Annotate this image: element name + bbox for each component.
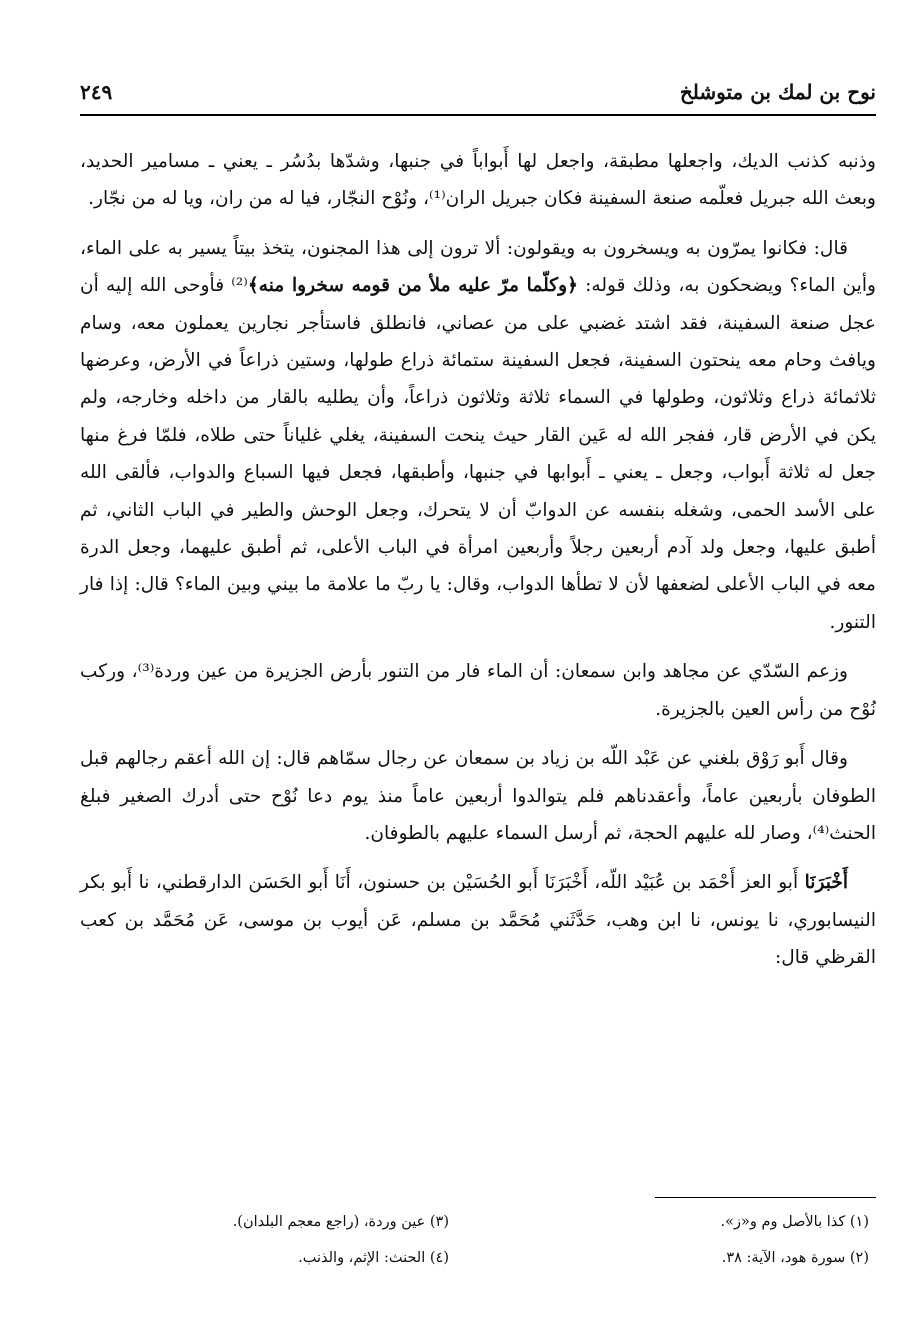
main-text: [80, 143, 876, 977]
quran-quote: ﴿وكلّما مرّ عليه ملأ من قومه سخروا منه﴾: [247, 275, 578, 297]
paragraph-2-text: قال: فكانوا يمرّون به ويسخرون به ويقولون: ألا ترون إلى هذا المجنون، يتخذ بيتاً يسير به على الماء، وأين الماء؟ ويضحكون به، وذلك قوله:: [80, 237, 876, 297]
paragraph-4: وقال أَبو رَوْق بلغني عن عَبْد اللّه بن زياد بن سمعان عن رجال سمّاهم قال: إن الله أعقم رجالهم قبل الطوفان بأربعين عاماً، وأعقدناهم فلم يتوالدوا أربعين عاماً منذ يوم دعا نُوْح حتى أدرك الصغير فبلغ الحنث⁽⁴⁾، وصار لله عليهم الحجة، ثم أرسل السماء عليهم بالطوفان.: [80, 748, 876, 844]
footnote-1: (١) كذا بالأصل وم و«ز».: [720, 1214, 869, 1230]
footnote-divider: [655, 1197, 876, 1198]
paragraph-3: وزعم السّدّي عن مجاهد وابن سمعان: أن الماء فار من التنور بأرض الجزيرة من عين وردة⁽³⁾، وركب نُوْح من رأس العين بالجزيرة.: [80, 661, 876, 720]
paragraph-2: [80, 230, 876, 641]
header-title: نوح بن لمك بن متوشلخ: [679, 80, 876, 104]
header-divider: [80, 114, 876, 116]
running-header: [80, 80, 876, 116]
paragraph-5: [80, 864, 876, 976]
paragraph-1: وذنبه كذنب الديك، واجعلها مطبقة، واجعل لها أَبواباً في جنبها، وشدّها بدُسُر ـ يعني ـ مسامير الحديد، وبعث الله جبريل فعلّمه صنعة السفينة فكان جبريل الران⁽¹⁾، ونُوْح النجّار، فيا له من ران، ويا له من نجّار.: [80, 151, 876, 210]
footnote-4: (٤) الحنث: الإثم، والذنب.: [298, 1250, 449, 1266]
paragraph-2-continuation: ⁽²⁾ فأوحى الله إليه أن عجل صنعة السفينة، فقد اشتد غضبي على من عصاني، فانطلق فاستأجر نجارين يعملون معه، وسام ويافث وحام معه ينحتون السفينة، فجعل السفينة ستمائة ذراع طولها، وستين ذراعاً في الأرض، وعرضها ثلاثمائة ذراع وثلاثون، وطولها في السماء ثلاثة وثلاثون ذراعاً، وأن يطليه بالقار من داخله وخارجه، ولم يكن في الأرض قار، ففجر الله له عَين القار حيث ينحت السفينة، يغلي غلياناً حتى طلاه، فلمّا فرغ منها جعل له ثلاثة أَبواب، وجعل ـ يعني ـ أَبوابها في جنبها، وأطبقها، فجعل فيها السباع والدواب، فألقى الله على الأسد الحمى، وشغله بنفسه عن الدوابّ أن لا يتحرك، وجعل الوحش والطير في الباب الثاني، ثم أطبق عليها، وجعل ولد آدم أربعين رجلاً وأربعين امرأة في الباب الأعلى، ثم أطبق عليهما، وجعل الدرة معه في الباب الأعلى لضعفها لأن لا تطأها الدواب، وقال: يا ربّ ما علامة ما بيني وبين الماء؟ قال: إذا فار التنور.: [80, 275, 877, 633]
footnote-3: (٣) عين وردة، (راجع معجم البلدان).: [232, 1214, 449, 1230]
isnad-text: أَبو العز أَحْمَد بن عُبَيْد اللّه، أَخْبَرَنَا أَبو الحُسَيْن بن حسنون، أَنَا أَبو الحَسَن الدارقطني، نا أَبو بكر النيسابوري، نا يونس، نا ابن وهب، حَدَّثَني مُحَمَّد بن مسلم، عَن أيوب بن موسى، عَن مُحَمَّد بن كعب القرظي قال:: [80, 872, 876, 969]
akhbarana-keyword: أَخْبَرَنَا: [804, 872, 848, 894]
page-number: ٢٤٩: [80, 80, 113, 104]
footnote-2: (٢) سورة هود، الآية: ٣٨.: [721, 1250, 869, 1266]
